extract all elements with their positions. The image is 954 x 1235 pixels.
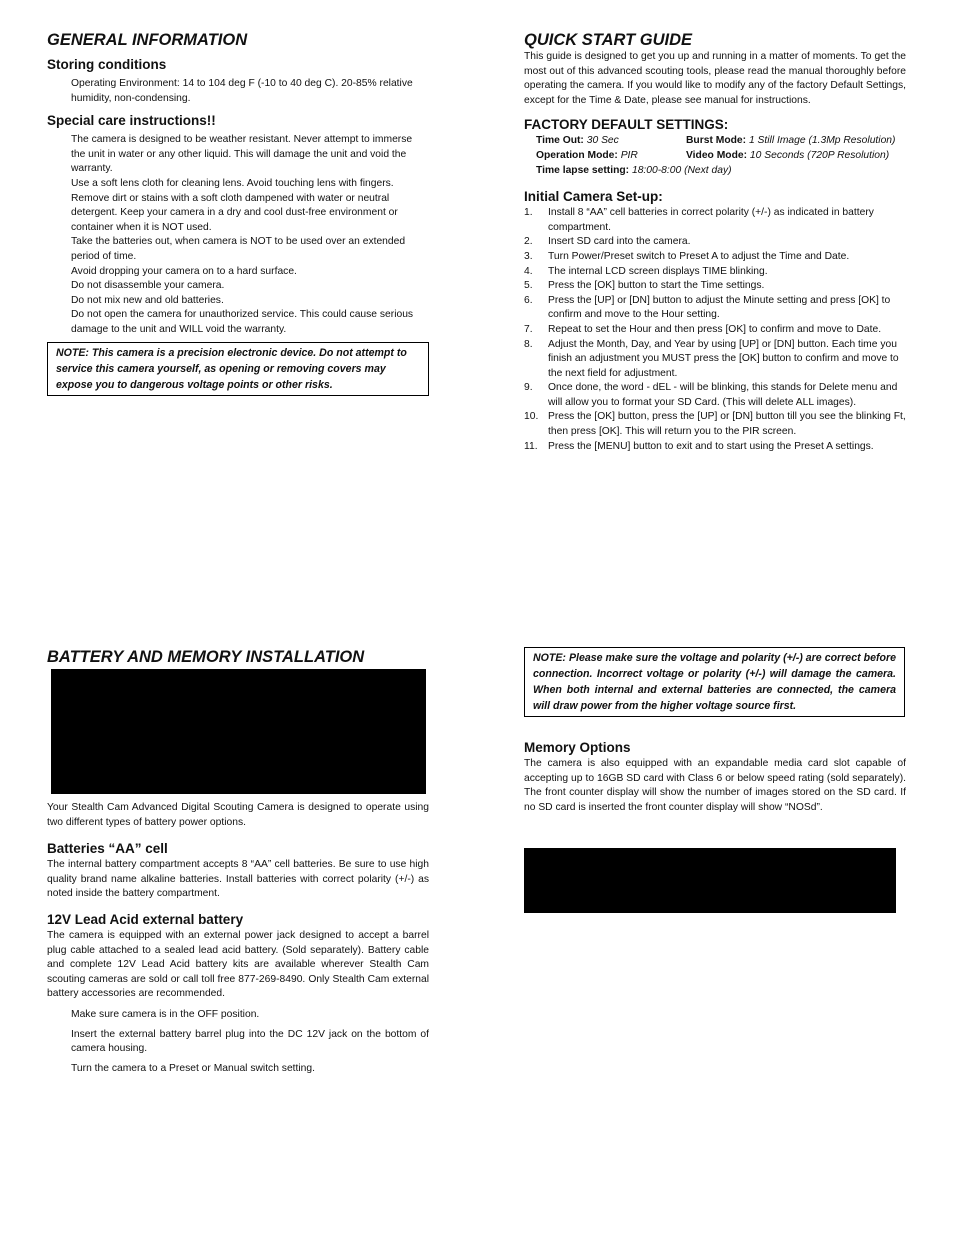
special-care-heading: Special care instructions!! <box>47 113 216 129</box>
memory-image <box>524 848 896 913</box>
setup-step: 6. Press the [UP] or [DN] button to adjust the Minute setting and press [OK] to confirm and move to the Hour setting. <box>524 294 891 321</box>
external-step: Insert the external battery barrel plug into the DC 12V jack on the bottom of camera housing. <box>71 1028 429 1055</box>
storing-conditions-text: Operating Environment: 14 to 104 deg F (-10 to 40 deg C). 20-85% relative humidity, non-condensing. <box>71 78 413 104</box>
setup-step: 3. Turn Power/Preset switch to Preset A to adjust the Time and Date. <box>524 250 850 262</box>
voltage-polarity-note: NOTE: Please make sure the voltage and polarity (+/-) are correct before connection. Incorrect voltage or polarity (+/-) will damage the camera. When both internal and external batteries are connected, the camera will draw power from the higher voltage source first. <box>524 647 905 717</box>
setup-step: 4. The internal LCD screen displays TIME blinking. <box>524 265 768 277</box>
memory-options-heading: Memory Options <box>524 740 631 755</box>
external-battery-text: The camera is equipped with an external power jack designed to accept a barrel plug cable attached to a sealed lead acid battery. (Sold separately). Battery cable and complete 12V Lead Acid battery kits are available wherever Stealth Cam scouting cameras are sold or call toll free 877-269-8490. Only Stealth Cam external battery accessories are recommended. <box>47 929 429 1000</box>
setup-step: 2. Insert SD card into the camera. <box>524 236 691 248</box>
setup-step: 7. Repeat to set the Hour and then press [OK] to confirm and move to Date. <box>524 323 882 335</box>
factory-defaults-table <box>524 134 906 178</box>
external-step: Make sure camera is in the OFF position. <box>71 1008 260 1020</box>
default-timeout: Time Out: 30 Sec <box>536 135 619 147</box>
factory-defaults-heading: FACTORY DEFAULT SETTINGS: <box>524 117 729 133</box>
care-item: Avoid dropping your camera on to a hard surface. <box>71 265 297 277</box>
care-item: The camera is designed to be weather resistant. Never attempt to immerse the unit in water or any other liquid. This will damage the unit and void the warranty. <box>71 134 413 175</box>
quick-start-intro: This guide is designed to get you up and running in a matter of moments. To get the most out of this advanced scouting tools, please read the manual thoroughly before operating the camera. If you would like to modify any of the factory Default Settings, except for the Time & Date, please see manual for instructions. <box>524 51 906 106</box>
care-list <box>47 133 429 337</box>
storing-conditions-heading: Storing conditions <box>47 57 167 72</box>
quick-start-title: QUICK START GUIDE <box>524 31 693 49</box>
default-video-mode: Video Mode: 10 Seconds (720P Resolution) <box>686 149 890 161</box>
battery-image <box>51 669 426 794</box>
care-item: Remove dirt or stains with a soft cloth dampened with water or neutral detergent. Keep your camera in a dry and cool dust-free environment or container when it is NOT used. <box>71 192 398 233</box>
setup-step: 8. Adjust the Month, Day, and Year by using [UP] or [DN] button. Each time you finish an adjustment you MUST press the [OK] button to confirm and move to the next field for adjustment. <box>524 338 899 379</box>
setup-step: 9. Once done, the word - dEL - will be blinking, this stands for Delete menu and will allow you to format your SD Card. (This will delete ALL images). <box>524 382 898 408</box>
precision-device-note: NOTE: This camera is a precision electronic device. Do not attempt to service this camera yourself, as opening or removing covers may expose you to dangerous voltage points or other risks. <box>47 342 429 396</box>
setup-step: 11. Press the [MENU] button to exit and to start using the Preset A settings. <box>524 440 874 452</box>
default-operation-mode: Operation Mode: PIR <box>536 149 638 161</box>
care-item: Take the batteries out, when camera is NOT to be used over an extended period of time. <box>71 236 406 262</box>
care-item: Do not disassemble your camera. <box>71 280 225 292</box>
battery-section <box>47 647 429 1076</box>
battery-intro: Your Stealth Cam Advanced Digital Scouting Camera is designed to operate using two different types of battery power options. <box>47 802 429 828</box>
aa-batteries-text: The internal battery compartment accepts 8 “AA” cell batteries. Be sure to use high quality brand name alkaline batteries. Install batteries with correct polarity (+/-) as noted inside the battery compartment. <box>47 859 429 900</box>
default-timelapse: Time lapse setting: 18:00-8:00 (Next day) <box>536 164 732 176</box>
aa-batteries-heading: Batteries “AA” cell <box>47 841 168 857</box>
quick-start-section <box>524 30 906 454</box>
setup-step: 5. Press the [OK] button to start the Time settings. <box>524 280 765 292</box>
default-burst: Burst Mode: 1 Still Image (1.3Mp Resolution) <box>686 135 896 147</box>
setup-steps-list <box>524 206 906 454</box>
initial-setup-heading: Initial Camera Set-up: <box>524 189 663 205</box>
battery-title: BATTERY AND MEMORY INSTALLATION <box>47 648 365 666</box>
memory-section <box>524 647 906 913</box>
external-battery-heading: 12V Lead Acid external battery <box>47 911 244 927</box>
setup-step: 1. Install 8 “AA” cell batteries in correct polarity (+/-) as indicated in battery compartment. <box>524 207 874 233</box>
setup-step: 10. Press the [OK] button, press the [UP] or [DN] button till you see the blinking Ft, then press [OK]. This will return you to the PIR screen. <box>524 411 906 438</box>
memory-options-text: The camera is also equipped with an expandable media card slot capable of accepting up to 16GB SD card with Class 6 or below speed rating (sold separately). The front counter display will show the number of images stored on the SD card. If no SD card is inserted the front counter display will show “NOSd”. <box>524 758 906 813</box>
general-information-title: GENERAL INFORMATION <box>47 31 248 49</box>
external-step: Turn the camera to a Preset or Manual switch setting. <box>71 1062 315 1074</box>
care-item: Do not open the camera for unauthorized service. This could cause serious damage to the unit and WILL void the warranty. <box>71 309 414 335</box>
general-information-section <box>47 30 429 396</box>
care-item: Do not mix new and old batteries. <box>71 294 224 306</box>
care-item: Use a soft lens cloth for cleaning lens. Avoid touching lens with fingers. <box>71 177 394 189</box>
